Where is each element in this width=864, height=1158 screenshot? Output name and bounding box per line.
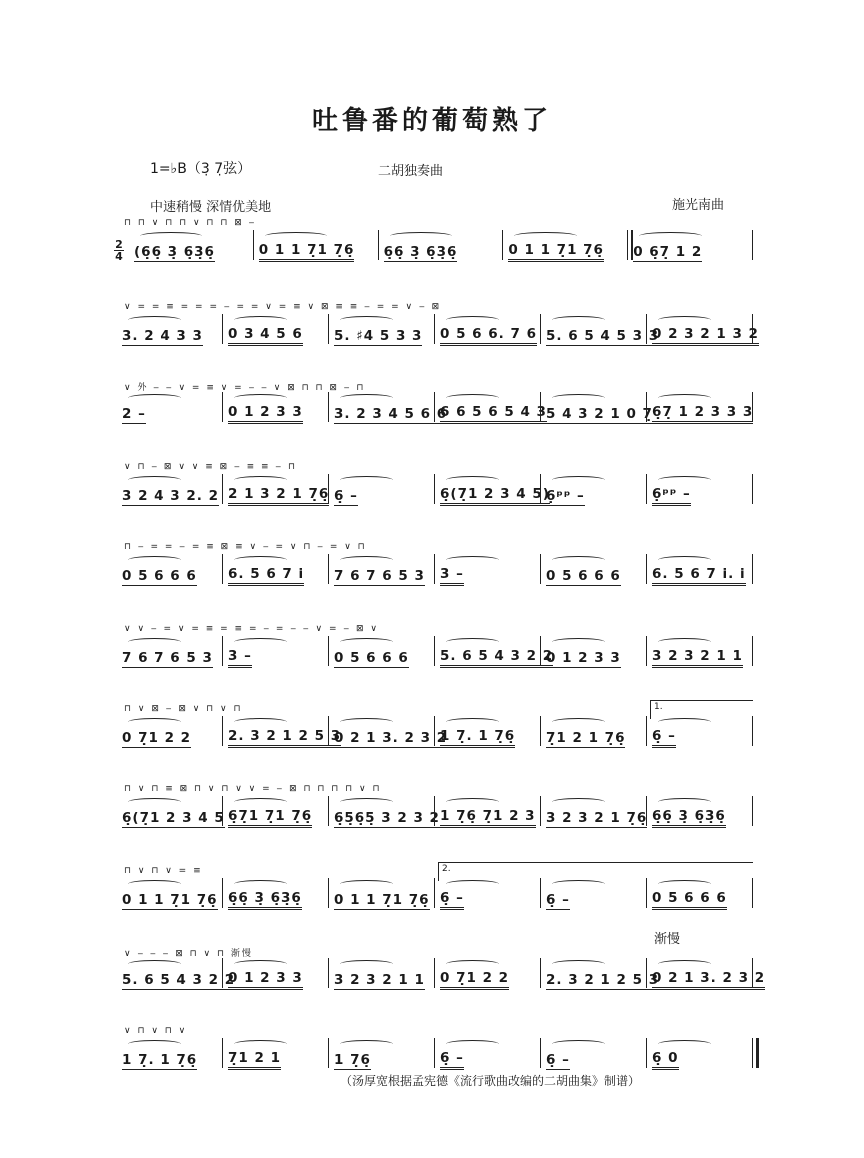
- measure: (6̣6̣ 3̣ 6̣3̣6̣: [134, 244, 215, 260]
- measure: 6 6 5 6 5 4 3: [440, 404, 547, 424]
- score-line: [118, 536, 754, 590]
- bar-line: [328, 796, 329, 826]
- measure: 6̣6̣ 3̣ 6̣3̣6̣: [383, 244, 458, 260]
- bar-line: [646, 474, 647, 504]
- bar-line: [222, 474, 223, 504]
- measure: 6̣(7̣1 2 3 4 5): [440, 486, 550, 506]
- score-line: [118, 456, 754, 510]
- bowing-mark-text: ⊓ ∨ ⊠ ‒ ⊠ ∨ ⊓ ∨ ⊓: [124, 704, 243, 714]
- bowing-mark-text: ∨ ∨ ‒ = ∨ = ≡ = ≡ = ‒ = ‒ ‒ ∨ = ‒ ⊠ ∨: [124, 624, 379, 634]
- measure: 0 1 1 7̣1 7̣6̣: [334, 892, 430, 908]
- bar-line: [222, 878, 223, 908]
- bar-line: [752, 878, 753, 908]
- measure: 7 6 7 6 5 3: [334, 568, 425, 584]
- measure: 3 2 3 2 1 7̣6̣: [546, 810, 648, 826]
- bar-line: [752, 314, 753, 344]
- measure: 3 2 4 3 2. 2: [122, 488, 219, 504]
- measure: 0 2 3 2 1 3 2: [652, 326, 759, 346]
- measure: 7 6 7 6 5 3: [122, 650, 213, 666]
- bar-line: [646, 636, 647, 666]
- measure: 3. 2 3 4 5 6 6: [334, 406, 448, 422]
- first-ending: [650, 700, 753, 719]
- measure: 7̣1 2 1 7̣6̣: [546, 730, 626, 746]
- bar-line: [434, 796, 435, 826]
- measure: 1 7̣6̣: [334, 1052, 371, 1068]
- bar-line: [222, 392, 223, 422]
- bar-line: [540, 878, 541, 908]
- measure: 0 2 1 3. 2 3 2: [652, 970, 765, 990]
- bar-line: [646, 314, 647, 344]
- measure: 6̣ᵖᵖ –: [652, 486, 691, 506]
- bar-line: [540, 392, 541, 422]
- bar-line: [540, 716, 541, 746]
- time-signature-top: 2: [115, 238, 123, 251]
- bar-line: [434, 314, 435, 344]
- measure: 0 6̣7̣ 1 2: [633, 244, 703, 260]
- bar-line: [434, 554, 435, 584]
- bar-line: [540, 554, 541, 584]
- bar-line: [646, 878, 647, 908]
- score-line: [118, 374, 754, 428]
- bar-line: [752, 392, 753, 422]
- composer: 施光南曲: [672, 198, 725, 213]
- bar-line: [222, 1038, 223, 1068]
- bar-line: [752, 474, 753, 504]
- measure: 6̣7̣1 7̣1 7̣6̣: [228, 808, 312, 828]
- measure: 0 5 6 6 6: [122, 568, 197, 584]
- measure: 0 3 4 5 6: [228, 326, 303, 346]
- bar-line: [328, 716, 329, 746]
- bar-line: [540, 474, 541, 504]
- bowing-mark-text: ⊓ ∨ ⊓ ≡ ⊠ ⊓ ∨ ⊓ ∨ ∨ = ‒ ⊠ ⊓ ⊓ ⊓ ⊓ ∨ ⊓: [124, 784, 382, 794]
- score-line: [118, 932, 766, 994]
- bowing-mark-text: ⊓ ∨ ⊓ ∨ = ≡: [124, 866, 203, 876]
- bar-line: [627, 230, 628, 260]
- measure: 0 5 6 6 6: [652, 890, 727, 910]
- measure: 5 4 3 2 1 0 7̣: [546, 406, 653, 422]
- measure: 3 2 3 2 1 1: [334, 972, 425, 988]
- measure: 5. 6 5 4 5 3 3: [546, 328, 660, 344]
- score-line: [115, 212, 754, 266]
- subtitle: 二胡独奏曲: [378, 164, 444, 179]
- bar-line: [646, 716, 647, 746]
- measure: 7̣1 2 1: [228, 1050, 281, 1070]
- measure: 6̣ᵖᵖ –: [546, 488, 585, 504]
- bar-line: [434, 392, 435, 422]
- bar-line: [540, 314, 541, 344]
- bar-line: [752, 716, 753, 746]
- key-signature: 1=♭B（3̣ 7̣弦）: [150, 161, 252, 177]
- bar-line: [328, 1038, 329, 1068]
- measure: 6. 5 6 7 i. i: [652, 566, 746, 586]
- bar-line: [752, 554, 753, 584]
- measure: 3 –: [228, 648, 252, 668]
- measure: 6̣6̣ 3̣ 6̣3̣6̣: [652, 808, 726, 828]
- measure: 0 1 2 3 3: [228, 404, 303, 424]
- measure: 5. ♯4 5 3 3: [334, 328, 423, 344]
- bar-line: [752, 636, 753, 666]
- bowing-mark-text: ⊓ ‒ = = ‒ = ≡ ⊠ ≡ ∨ ‒ = ∨ ⊓ ‒ = ∨ ⊓: [124, 542, 367, 552]
- bar-line: [646, 958, 647, 988]
- bar-line: [328, 314, 329, 344]
- measure: 2 1 3 2 1 7̣6̣: [228, 486, 329, 506]
- measure: 0 7̣1 2 2: [440, 970, 509, 990]
- measure: 0 5 6 6 6: [546, 568, 621, 584]
- measure: 2. 3 2 1 2 5 3: [546, 972, 660, 988]
- bar-line: [646, 392, 647, 422]
- time-signature-bottom: 4: [115, 250, 123, 263]
- bar-line: [540, 636, 541, 666]
- bar-line: [328, 474, 329, 504]
- measure: 0 1 1 7̣1 7̣6̣: [259, 242, 355, 262]
- measure: 0 1 2 3 3: [546, 650, 621, 666]
- measure: 0 5 6 6. 7 6: [440, 326, 537, 346]
- measure: 6̣(7̣1 2 3 4 5: [122, 810, 225, 826]
- bowing-mark-text: ∨ ⊓ ‒ ⊠ ∨ ∨ ≡ ⊠ ‒ ≡ ≡ ‒ ⊓: [124, 462, 298, 472]
- measure: 3 –: [440, 566, 464, 586]
- measure: 0 1 1 7̣1 7̣6̣: [508, 242, 604, 262]
- score-line: [118, 778, 754, 832]
- bar-line: [502, 230, 503, 260]
- bar-line: [434, 958, 435, 988]
- score-line: [118, 618, 754, 672]
- measure: 6̣7̣ 1 2 3 3 3: [652, 404, 753, 424]
- bar-line: [434, 878, 435, 908]
- bowing-mark-text: ∨ ‒ ‒ ‒ ⊠ ⊓ ∨ ⊓ 渐慢: [124, 949, 253, 959]
- measure: 6̣ –: [546, 1052, 570, 1068]
- score-line: [118, 860, 754, 914]
- measure: 0 1 2 3 3: [228, 970, 303, 990]
- bar-line: [253, 230, 254, 260]
- time-signature: [114, 239, 124, 262]
- bar-line: [434, 1038, 435, 1068]
- measure: 1 7̣. 1 7̣6̣: [122, 1052, 198, 1068]
- bar-line: [222, 958, 223, 988]
- measure: 1 7̣. 1 7̣6̣: [440, 728, 515, 748]
- measure: 6̣6̣ 3̣ 6̣3̣6̣: [228, 890, 302, 910]
- second-ending: [438, 862, 753, 881]
- measure: 6̣ –: [334, 488, 358, 504]
- bar-line: [434, 474, 435, 504]
- bar-line: [222, 796, 223, 826]
- bar-line: [328, 878, 329, 908]
- second-ending-label: 2.: [442, 864, 451, 874]
- bar-line: [752, 958, 753, 988]
- bar-line: [328, 554, 329, 584]
- transcription-credit: （汤厚宽根据孟宪德《流行歌曲改编的二胡曲集》制谱）: [340, 1074, 641, 1088]
- bar-line: [434, 716, 435, 746]
- bar-line: [646, 1038, 647, 1068]
- score-line: [118, 1020, 754, 1074]
- bar-line: [222, 716, 223, 746]
- bar-line: [222, 314, 223, 344]
- measure: 2. 3 2 1 2 5 3: [228, 728, 341, 748]
- measure: 1 7̣6̣ 7̣1 2 3: [440, 808, 536, 828]
- bar-line: [434, 636, 435, 666]
- measure: 6̣ –: [652, 728, 676, 748]
- measure: 5. 6 5 4 3 2 2: [122, 972, 236, 988]
- bar-line: [328, 636, 329, 666]
- bar-line: [540, 1038, 541, 1068]
- bowing-mark-text: ∨ = = ≡ = = = ‒ = = ∨ = ≡ ∨ ⊠ ≡ ≡ ‒ = = ∨ ‒ ⊠: [124, 302, 442, 312]
- measure: 2 –: [122, 406, 146, 422]
- measure: 3 2 3 2 1 1: [652, 648, 743, 668]
- bar-line: [752, 796, 753, 826]
- bar-line: [646, 796, 647, 826]
- measure: 5. 6 5 4 3 2 2: [440, 648, 553, 668]
- bowing-mark-text: ∨ ⊓ ∨ ⊓ ∨: [124, 1026, 188, 1036]
- bar-line: [540, 958, 541, 988]
- bar-line: [328, 958, 329, 988]
- bar-line: [752, 230, 753, 260]
- bar-line: [328, 392, 329, 422]
- bar-line: [222, 636, 223, 666]
- measure: 6̣5̣6̣5̣ 3 2 3 2: [334, 810, 440, 826]
- bar-line: [222, 554, 223, 584]
- measure: 6̣ –: [440, 890, 464, 910]
- measure: 0 1 1 7̣1 7̣6̣: [122, 892, 218, 908]
- bowing-mark-text: ⊓ ⊓ ∨ ⊓ ⊓ ∨ ⊓ ⊓ ⊠ ‒: [124, 218, 257, 228]
- measure: 3. 2 4 3 3: [122, 328, 203, 344]
- ritardando-marking: 渐慢: [654, 932, 681, 947]
- measure: 6̣ –: [440, 1050, 464, 1070]
- measure: 6̣ 0: [652, 1050, 679, 1070]
- bar-line: [540, 796, 541, 826]
- bar-line: [646, 554, 647, 584]
- measure: 6. 5 6 7 i: [228, 566, 304, 586]
- measure: 0 7̣1 2 2: [122, 730, 192, 746]
- score-line: [118, 296, 759, 350]
- first-ending-label: 1.: [654, 702, 663, 712]
- measure: 0 5 6 6 6: [334, 650, 409, 666]
- score-line: [118, 698, 754, 752]
- bar-line: [378, 230, 379, 260]
- tempo-marking: 中速稍慢 深情优美地: [150, 200, 272, 215]
- score-title: 吐鲁番的葡萄熟了: [311, 106, 552, 136]
- measure: 6̣ –: [546, 892, 570, 908]
- bowing-mark-text: ∨ 外 ‒ ‒ ∨ = ≡ ∨ = ‒ ‒ ∨ ⊠ ⊓ ⊓ ⊠ ‒ ⊓: [124, 383, 366, 393]
- bar-line: [752, 1038, 753, 1068]
- measure: 0 2 1 3. 2 3 2: [334, 730, 448, 746]
